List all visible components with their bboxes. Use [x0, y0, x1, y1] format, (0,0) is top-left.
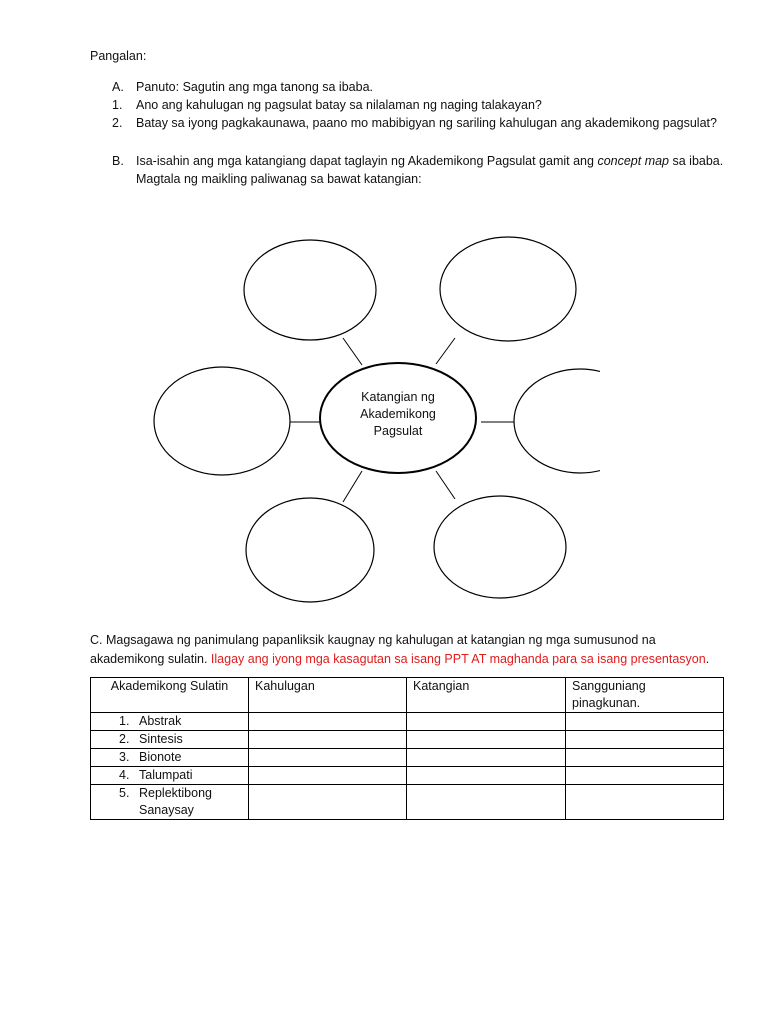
bubble-bottom-left[interactable]	[246, 498, 374, 602]
section-b-line-1-end: sa ibaba.	[672, 154, 724, 168]
table-row	[91, 767, 724, 785]
kahulugan-cell[interactable]	[249, 749, 407, 767]
bubble-right[interactable]	[514, 369, 600, 473]
section-a-marker: A.	[112, 80, 124, 94]
table-header-row	[91, 678, 724, 713]
sanggunian-cell[interactable]	[566, 731, 724, 749]
row-number: 5.	[119, 786, 130, 800]
bubble-top-right[interactable]	[440, 237, 576, 341]
section-a-instruction: Panuto: Sagutin ang mga tanong sa ibaba.	[136, 80, 373, 94]
kahulugan-cell[interactable]	[249, 731, 407, 749]
section-b-line-2: Magtala ng maikling paliwanag sa bawat katangian:	[136, 172, 422, 186]
question-1-marker: 1.	[112, 98, 123, 112]
row-label-cell	[91, 731, 249, 749]
row-label-cell	[91, 785, 249, 820]
katangian-cell[interactable]	[407, 785, 566, 820]
table-row	[91, 731, 724, 749]
question-2-marker: 2.	[112, 116, 123, 130]
row-label-cell	[91, 767, 249, 785]
center-label-line-1: Katangian ng	[361, 390, 435, 404]
section-c-line-1: C. Magsagawa ng panimulang papanliksik kaugnay ng kahulugan at katangian ng mga sumusunod na	[90, 633, 656, 647]
sanggunian-cell[interactable]	[566, 713, 724, 731]
header-akademikong-sulatin: Akademikong Sulatin	[91, 678, 249, 713]
sanggunian-cell[interactable]	[566, 749, 724, 767]
sulatin-table	[90, 677, 724, 820]
kahulugan-cell[interactable]	[249, 713, 407, 731]
section-b-marker: B.	[112, 154, 124, 168]
katangian-cell[interactable]	[407, 713, 566, 731]
bubble-top-left[interactable]	[244, 240, 376, 340]
section-b-line-1-start: Isa-isahin ang mga katangiang dapat taglayin ng Akademikong Pagsulat gamit ang	[136, 154, 594, 168]
question-1-text: Ano ang kahulugan ng pagsulat batay sa nilalaman ng naging talakayan?	[136, 98, 542, 112]
katangian-cell[interactable]	[407, 767, 566, 785]
table-row	[91, 713, 724, 731]
concept-map	[150, 205, 600, 625]
section-b-line-1	[136, 153, 723, 169]
section-c-line-2-end: .	[705, 652, 710, 666]
row-label: Bionote	[139, 750, 182, 764]
center-label-line-3: Pagsulat	[373, 424, 423, 438]
table-row	[91, 785, 724, 820]
row-label: Talumpati	[139, 768, 193, 782]
row-number: 2.	[119, 732, 130, 746]
section-b-concept-map-term: concept map	[597, 154, 670, 168]
header-katangian: Katangian	[407, 678, 566, 713]
connector-bottom-right	[436, 471, 455, 499]
section-c-line-2	[90, 651, 709, 667]
section-c-line-2-start: akademikong sulatin.	[90, 652, 208, 666]
header-sanggunian: Sangguniang pinagkunan.	[566, 678, 724, 713]
sanggunian-cell[interactable]	[566, 785, 724, 820]
katangian-cell[interactable]	[407, 731, 566, 749]
name-label: Pangalan:	[90, 49, 147, 63]
section-c-red-instruction: Ilagay ang iyong mga kasagutan sa isang PPT AT maghanda para sa isang presentasyon	[210, 652, 706, 666]
row-label: Abstrak	[139, 714, 182, 728]
question-2-text: Batay sa iyong pagkakaunawa, paano mo mabibigyan ng sariling kahulugan ang akademikong pagsulat?	[136, 116, 717, 130]
connector-top-right	[436, 338, 455, 364]
row-number: 4.	[119, 768, 130, 782]
katangian-cell[interactable]	[407, 749, 566, 767]
sanggunian-cell[interactable]	[566, 767, 724, 785]
connector-top-left	[343, 338, 362, 365]
connector-bottom-left	[343, 471, 362, 502]
row-label: Sintesis	[139, 732, 183, 746]
row-label-cell	[91, 749, 249, 767]
header-kahulugan: Kahulugan	[249, 678, 407, 713]
bubble-bottom-right[interactable]	[434, 496, 566, 598]
row-label-cell	[91, 713, 249, 731]
row-number: 3.	[119, 750, 130, 764]
row-number: 1.	[119, 714, 130, 728]
row-label: Replektibong	[139, 786, 212, 800]
kahulugan-cell[interactable]	[249, 767, 407, 785]
table-row	[91, 749, 724, 767]
kahulugan-cell[interactable]	[249, 785, 407, 820]
bubble-left[interactable]	[154, 367, 290, 475]
row-label-continuation: Sanaysay	[139, 803, 194, 817]
center-label-line-2: Akademikong	[360, 407, 436, 421]
